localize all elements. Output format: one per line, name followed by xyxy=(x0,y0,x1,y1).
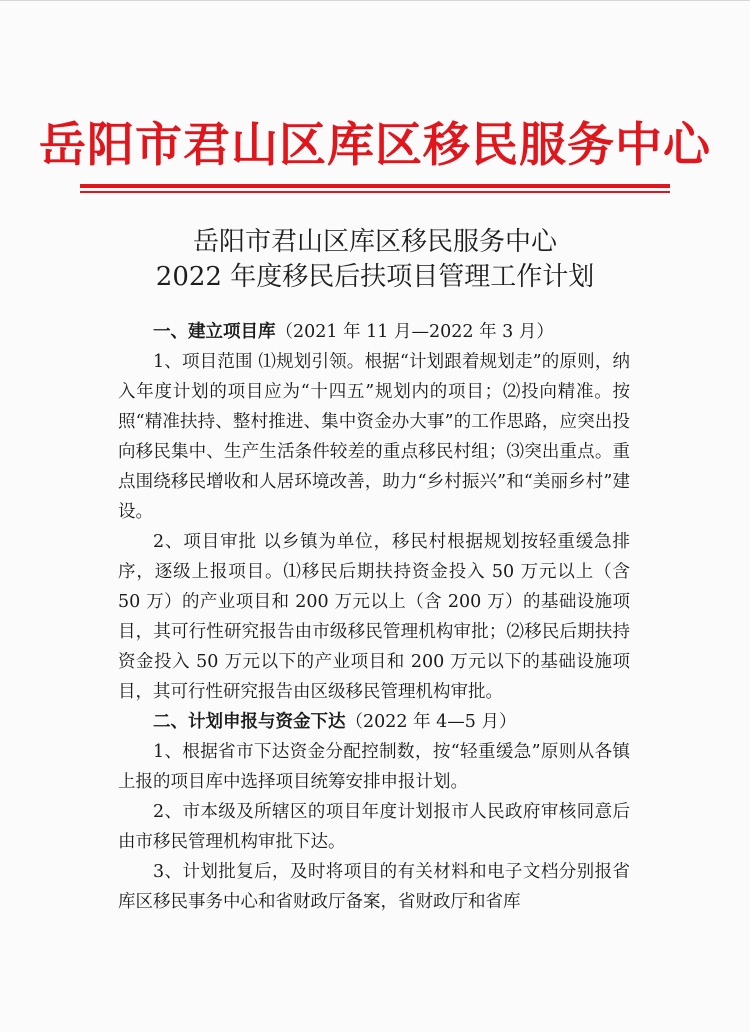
section-1-paragraph-2: 2、项目审批 以乡镇为单位，移民村根据规划按轻重缓急排序，逐级上报项目。⑴移民后期扶持资金投入 50 万元以上（含 50 万）的产业项目和 200 万元以上（含 200 万）的基础设施项目，其可行性研究报告由市级移民管理机构审批；⑵移民后期扶持资金投入 50 万元以下的产业项目和 200 万元以下的基础设施项目，其可行性研究报告由区级移民管理机构审批。 xyxy=(118,532,630,702)
section-2-heading: 二、计划申报与资金下达（2022 年 4—5 月） xyxy=(153,712,517,732)
document-title-line2: 2022 年度移民后扶项目管理工作计划 xyxy=(155,262,595,292)
document-body xyxy=(118,317,630,917)
page-top-edge xyxy=(0,0,750,11)
section-1-paragraph-1: 1、项目范围 ⑴规划引领。根据“计划跟着规划走”的原则，纳入年度计划的项目应为“十四五”规划内的项目；⑵投向精准。按照“精准扶持、整村推进、集中资金办大事”的工作思路，应突出投向移民集中、生产生活条件较差的重点移民村组；⑶突出重点。重点围绕移民增收和人居环境改善，助力“乡村振兴”和“美丽乡村”建设。 xyxy=(118,352,630,522)
section-2-paragraph-2: 2、市本级及所辖区的项目年度计划报市人民政府审核同意后由市移民管理机构审批下达。 xyxy=(118,802,630,852)
document-header-org-name: 岳阳市君山区库区移民服务中心 xyxy=(39,118,711,173)
section-1-heading: 一、建立项目库（2021 年 11 月—2022 年 3 月） xyxy=(153,322,554,342)
section-2-paragraph-1: 1、根据省市下达资金分配控制数，按“轻重缓急”原则从各镇上报的项目库中选择项目统筹安排申报计划。 xyxy=(118,742,630,792)
document-title-line1: 岳阳市君山区库区移民服务中心 xyxy=(192,227,557,257)
section-2-paragraph-3: 3、计划批复后，及时将项目的有关材料和电子文档分别报省库区移民事务中心和省财政厅备案，省财政厅和省库 xyxy=(118,862,630,912)
header-rule-thin xyxy=(80,191,670,193)
header-rule-thick xyxy=(80,184,670,188)
